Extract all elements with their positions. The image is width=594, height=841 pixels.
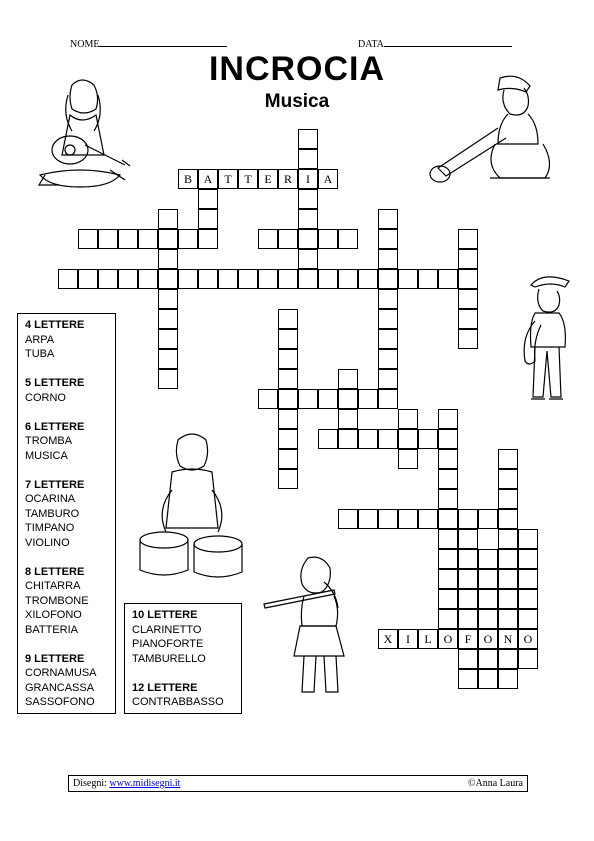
grid-cell[interactable] — [498, 469, 518, 489]
grid-letter: I — [306, 172, 310, 186]
grid-cell[interactable] — [158, 309, 178, 329]
grid-cell[interactable] — [278, 409, 298, 429]
grid-cell[interactable] — [458, 249, 478, 269]
grid-cell[interactable] — [278, 229, 298, 249]
grid-cell[interactable] — [338, 369, 358, 389]
grid-cell[interactable] — [418, 269, 438, 289]
grid-cell[interactable] — [458, 649, 478, 669]
grid-cell[interactable] — [498, 549, 518, 569]
word-list-item: TROMBA — [25, 435, 73, 447]
grid-letter: F — [464, 632, 472, 646]
footer-author: ©Anna Laura — [467, 778, 523, 789]
grid-cell[interactable] — [78, 269, 98, 289]
grid-cell[interactable] — [518, 529, 538, 549]
word-list-item: GRANCASSA — [25, 681, 95, 694]
footer — [68, 775, 528, 792]
guitarist-illustration — [30, 75, 135, 195]
grid-cell[interactable] — [378, 209, 398, 229]
grid-letter: B — [183, 172, 192, 186]
grid-cell[interactable] — [518, 589, 538, 609]
word-list-item: XILOFONO — [25, 609, 82, 621]
grid-cell[interactable] — [378, 309, 398, 329]
grid-cell[interactable] — [458, 549, 478, 569]
grid-cell[interactable] — [498, 489, 518, 509]
list-spacer — [132, 666, 234, 681]
grid-cell[interactable] — [98, 269, 118, 289]
grid-cell[interactable] — [258, 389, 278, 409]
word-group-heading: 10 LETTERE — [132, 609, 198, 621]
page-title: INCROCIA — [208, 50, 386, 88]
word-group-heading: 12 LETTERE — [132, 681, 198, 694]
grid-letter: O — [443, 632, 453, 646]
grid-cell[interactable] — [398, 449, 418, 469]
word-list-item: CHITARRA — [25, 580, 81, 592]
word-list-item: TIMPANO — [25, 522, 75, 534]
word-group-heading: 6 LETTERE — [25, 420, 85, 433]
word-group-heading: 9 LETTERE — [25, 652, 85, 665]
grid-letter: A — [203, 172, 213, 186]
grid-cell[interactable] — [278, 389, 298, 409]
grid-cell[interactable] — [118, 269, 138, 289]
grid-cell[interactable] — [378, 389, 398, 409]
word-list-item: TAMBURO — [25, 507, 80, 520]
flutist-illustration — [258, 552, 358, 704]
grid-cell[interactable] — [478, 509, 498, 529]
grid-cell[interactable] — [378, 229, 398, 249]
grid-cell[interactable] — [358, 429, 378, 449]
grid-cell[interactable] — [278, 469, 298, 489]
grid-cell[interactable] — [498, 649, 518, 669]
grid-cell[interactable] — [278, 349, 298, 369]
grid-cell[interactable] — [338, 389, 358, 409]
grid-cell[interactable] — [438, 409, 458, 429]
grid-cell[interactable] — [238, 269, 258, 289]
grid-cell[interactable] — [458, 309, 478, 329]
grid-letter: O — [483, 632, 493, 646]
grid-cell[interactable] — [478, 569, 498, 589]
list-spacer — [25, 463, 108, 478]
list-spacer — [25, 405, 108, 420]
word-group-heading: 4 LETTERE — [25, 319, 85, 331]
grid-cell[interactable] — [498, 609, 518, 629]
word-list-item: CORNO — [25, 391, 66, 404]
grid-cell[interactable] — [298, 249, 318, 269]
grid-cell[interactable] — [158, 269, 178, 289]
grid-cell[interactable] — [478, 649, 498, 669]
page-subtitle: Musica — [264, 91, 330, 112]
grid-cell[interactable] — [358, 269, 378, 289]
grid-cell[interactable] — [158, 229, 178, 249]
grid-cell[interactable] — [378, 289, 398, 309]
grid-cell[interactable] — [438, 569, 458, 589]
grid-cell[interactable] — [318, 389, 338, 409]
date-label: DATA — [358, 39, 384, 50]
grid-cell[interactable] — [258, 229, 278, 249]
grid-cell[interactable] — [498, 509, 518, 529]
grid-cell[interactable] — [458, 269, 478, 289]
grid-cell[interactable] — [338, 229, 358, 249]
word-group-heading: 7 LETTERE — [25, 478, 85, 491]
word-list-item: ARPA — [25, 333, 55, 346]
grid-cell[interactable] — [478, 589, 498, 609]
word-list-item: MUSICA — [25, 449, 68, 462]
list-spacer — [25, 362, 108, 377]
grid-cell[interactable] — [298, 189, 318, 209]
grid-cell[interactable] — [478, 549, 498, 569]
grid-cell[interactable] — [338, 269, 358, 289]
grid-cell[interactable] — [298, 389, 318, 409]
didgeridoo-player-illustration — [420, 68, 550, 196]
grid-cell[interactable] — [278, 329, 298, 349]
drummer-illustration — [136, 430, 246, 580]
grid-cell[interactable] — [458, 289, 478, 309]
word-list-item: PIANOFORTE — [132, 638, 204, 650]
grid-cell[interactable] — [478, 609, 498, 629]
grid-cell[interactable] — [398, 509, 418, 529]
list-spacer — [25, 637, 108, 652]
grid-cell[interactable] — [458, 529, 478, 549]
name-label: NOME — [70, 39, 100, 50]
list-spacer — [25, 550, 108, 565]
grid-cell[interactable] — [98, 229, 118, 249]
grid-cell[interactable] — [198, 269, 218, 289]
grid-cell[interactable] — [358, 389, 378, 409]
grid-cell[interactable] — [378, 369, 398, 389]
grid-cell[interactable] — [338, 429, 358, 449]
grid-cell[interactable] — [158, 369, 178, 389]
grid-cell[interactable] — [438, 469, 458, 489]
word-list-right — [124, 603, 242, 714]
word-group-heading: 5 LETTERE — [25, 377, 85, 389]
word-list-item: CORNAMUSA — [25, 667, 97, 679]
grid-letter: A — [323, 172, 333, 186]
grid-cell[interactable] — [138, 269, 158, 289]
word-list-item: SASSOFONO — [25, 696, 95, 708]
grid-cell[interactable] — [418, 509, 438, 529]
grid-cell[interactable] — [318, 429, 338, 449]
grid-cell[interactable] — [438, 509, 458, 529]
grid-cell[interactable] — [498, 669, 518, 689]
grid-letter: T — [244, 172, 252, 186]
grid-cell[interactable] — [138, 229, 158, 249]
grid-cell[interactable] — [398, 269, 418, 289]
grid-cell[interactable] — [178, 229, 198, 249]
grid-letter: L — [424, 632, 432, 646]
grid-cell[interactable] — [278, 309, 298, 329]
grid-cell[interactable] — [78, 229, 98, 249]
grid-cell[interactable] — [378, 509, 398, 529]
grid-cell[interactable] — [358, 509, 378, 529]
grid-cell[interactable] — [378, 349, 398, 369]
grid-letter: T — [224, 172, 232, 186]
footer-link[interactable]: www.midisegni.it — [109, 778, 181, 789]
grid-cell[interactable] — [378, 329, 398, 349]
grid-cell[interactable] — [198, 189, 218, 209]
grid-cell[interactable] — [498, 589, 518, 609]
grid-cell[interactable] — [198, 229, 218, 249]
grid-cell[interactable] — [338, 509, 358, 529]
grid-cell[interactable] — [378, 269, 398, 289]
grid-cell[interactable] — [378, 429, 398, 449]
word-list-item: VIOLINO — [25, 536, 70, 549]
grid-cell[interactable] — [438, 429, 458, 449]
grid-cell[interactable] — [438, 489, 458, 509]
grid-cell[interactable] — [218, 269, 238, 289]
word-list-item: TROMBONE — [25, 594, 89, 607]
grid-cell[interactable] — [438, 449, 458, 469]
footer-credits — [73, 776, 180, 791]
grid-cell[interactable] — [458, 669, 478, 689]
grid-cell[interactable] — [438, 269, 458, 289]
grid-cell[interactable] — [298, 269, 318, 289]
grid-cell[interactable] — [438, 529, 458, 549]
grid-cell[interactable] — [318, 269, 338, 289]
grid-cell[interactable] — [398, 409, 418, 429]
grid-cell[interactable] — [438, 609, 458, 629]
grid-cell[interactable] — [518, 549, 538, 569]
word-list-item: OCARINA — [25, 493, 76, 505]
grid-cell[interactable] — [478, 669, 498, 689]
grid-cell[interactable] — [458, 609, 478, 629]
grid-cell[interactable] — [498, 449, 518, 469]
grid-cell[interactable] — [458, 229, 478, 249]
grid-cell[interactable] — [278, 429, 298, 449]
grid-cell[interactable] — [498, 529, 518, 549]
grid-cell[interactable] — [198, 209, 218, 229]
grid-letter: R — [283, 172, 292, 186]
grid-cell[interactable] — [278, 449, 298, 469]
word-list-item: TUBA — [25, 348, 55, 360]
grid-cell[interactable] — [158, 289, 178, 309]
grid-letter: E — [264, 172, 272, 186]
footer-label: Disegni: — [73, 778, 107, 789]
grid-cell[interactable] — [118, 229, 138, 249]
grid-letter: I — [406, 632, 410, 646]
grid-cell[interactable] — [298, 209, 318, 229]
grid-cell[interactable] — [518, 609, 538, 629]
grid-cell[interactable] — [398, 429, 418, 449]
grid-cell[interactable] — [378, 249, 398, 269]
word-list-left — [17, 313, 116, 714]
word-list-item: CLARINETTO — [132, 623, 202, 636]
grid-cell[interactable] — [158, 209, 178, 229]
grid-cell[interactable] — [158, 249, 178, 269]
grid-letter: N — [503, 632, 513, 646]
grid-cell[interactable] — [458, 329, 478, 349]
grid-cell[interactable] — [338, 409, 358, 429]
grid-cell[interactable] — [458, 589, 478, 609]
grid-cell[interactable] — [258, 269, 278, 289]
word-list-item: CONTRABBASSO — [132, 696, 224, 708]
grid-cell[interactable] — [518, 569, 538, 589]
grid-cell[interactable] — [158, 349, 178, 369]
grid-cell[interactable] — [58, 269, 78, 289]
grid-cell[interactable] — [438, 589, 458, 609]
grid-cell[interactable] — [498, 569, 518, 589]
grid-cell[interactable] — [418, 429, 438, 449]
word-list-item: TAMBURELLO — [132, 652, 206, 665]
grid-cell[interactable] — [278, 369, 298, 389]
grid-cell[interactable] — [278, 269, 298, 289]
grid-cell[interactable] — [458, 569, 478, 589]
grid-cell[interactable] — [178, 269, 198, 289]
word-group-heading: 8 LETTERE — [25, 565, 85, 578]
grid-cell[interactable] — [298, 229, 318, 249]
saxophonist-illustration — [513, 273, 583, 413]
grid-letter: O — [523, 632, 533, 646]
grid-cell[interactable] — [458, 509, 478, 529]
grid-cell[interactable] — [158, 329, 178, 349]
grid-cell[interactable] — [518, 649, 538, 669]
word-list-item: BATTERIA — [25, 623, 78, 636]
grid-cell[interactable] — [438, 549, 458, 569]
grid-letter: X — [383, 632, 393, 646]
grid-cell[interactable] — [298, 149, 318, 169]
grid-cell[interactable] — [298, 129, 318, 149]
grid-cell[interactable] — [318, 229, 338, 249]
